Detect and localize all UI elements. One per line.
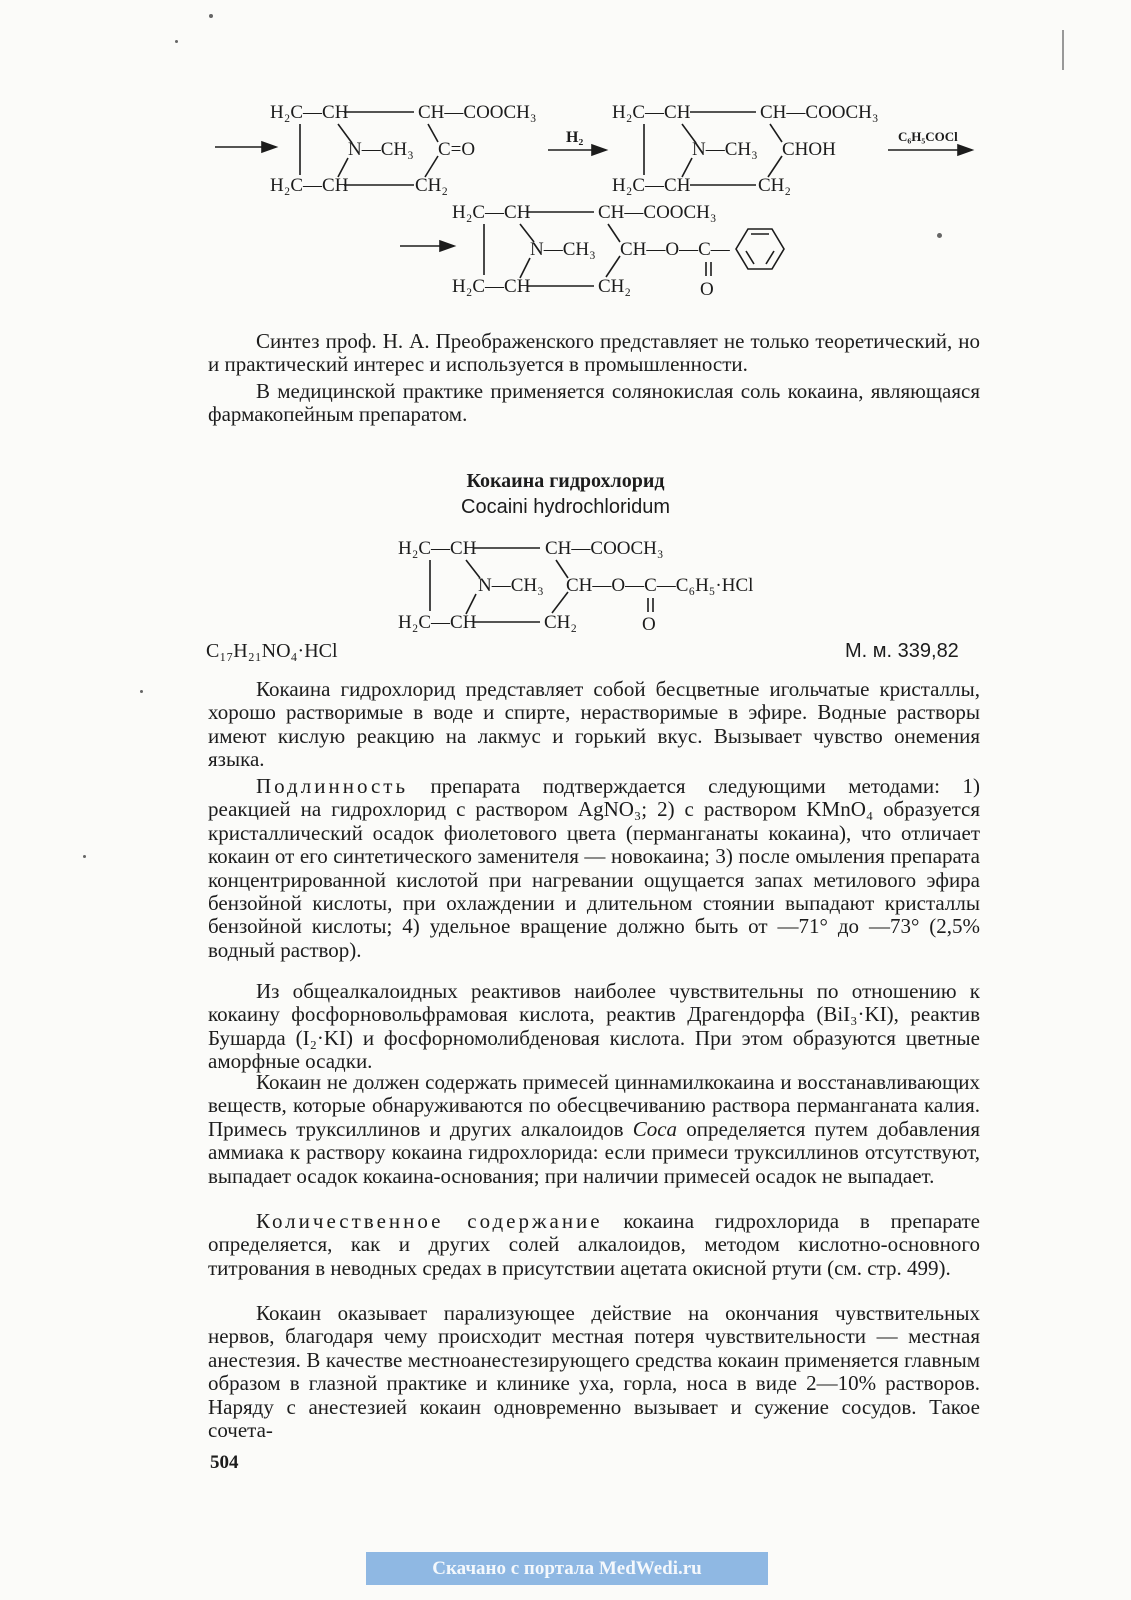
hcl-bottom-left: H₂C—CH [398, 612, 477, 633]
scan-speck [937, 233, 942, 238]
benzene-ring [736, 229, 784, 269]
mol1-bottom-left: H₂C—CH [270, 175, 349, 196]
mol1-top-right: CH—COOCH₃ [418, 102, 537, 123]
mol3-group: CH—O—C— [620, 239, 730, 260]
hcl-bottom-right: CH₂ [544, 612, 578, 633]
paragraph-synthesis: Синтез проф. Н. А. Преображенского представляет не только теоретический, но и практический интерес и используется в промышленности. [208, 329, 980, 377]
page-number: 504 [210, 1452, 239, 1473]
mol2-top-left: H₂C—CH [612, 102, 691, 123]
empirical-formula: C₁₇H₂₁NO₄·HCl [206, 640, 338, 662]
paragraph-reagents: Из общеалкалоидных реактивов наиболее чувствительны по отношению к кокаину фосфорновольфрамовая кислота, реактив Драгендорфа (BiI₃·KI), реактив Бушарда (I₂·KI) и фосфорномолибденовая кислота. При этом образуются цветные аморфные осадки. [208, 979, 980, 1074]
monograph-title-la: Cocaini hydrochloridum [461, 496, 670, 518]
identity-lead: Подлинность [256, 774, 409, 798]
impurities-text-a: Кокаин не должен содержать примесей циннамилкокаина и восстанавливающих веществ, которые обнаруживаются по обесцвечиванию раствора перманганата калия. Примесь труксиллинов и других алкалоидов [208, 1070, 980, 1141]
identity-text: препарата подтверждается следующими методами: 1) реакцией на гидрохлорид с раствором AgNO₃; 2) с раствором KMnO₄ образуется кристаллический осадок фиолетового цвета (перманганаты кокаина), что отличает кокаин от его синтетического заменителя — новокаина; 3) после омыления препарата концентрированной кислотой при нагревании ощущается запах метилового эфира бензойной кислоты, при охлаждении и длительном стоянии выпадают кристаллы бензойной кислоты; 4) удельное вращение должно быть от —71° до —73° (2,5% водный раствор). [208, 774, 980, 962]
reagent-h2: H₂ [566, 129, 584, 146]
impurities-text-b: определяется путем добавления аммиака к раствору кокаина гидрохлорида: если примеси труксиллинов отсутствуют, выпадает осадок кокаина-основания; при наличии примесей осадок не выпадает. [208, 1116, 981, 1188]
hcl-top-left: H₂C—CH [398, 538, 477, 559]
assay-text: кокаина гидрохлорида в препарате определяется, как и других солей алкалоидов, методом кислотно-основного титрования в неводных средах в присутствии ацетата окисной ртути (см. стр. 499). [208, 1209, 980, 1280]
hcl-nitrogen: N—CH₃ [478, 575, 544, 596]
mol2-group: CHOH [782, 139, 836, 160]
monograph-title-ru: Кокаина гидрохлорид [466, 470, 665, 492]
scan-speck [175, 40, 178, 43]
scan-speck [209, 14, 213, 18]
mol1-nitrogen: N—CH₃ [348, 139, 414, 160]
arrow-hydrogenation [548, 129, 606, 155]
scan-speck [83, 855, 86, 858]
mol3-top-left: H₂C—CH [452, 202, 531, 223]
hcl-carbonyl-o: O [642, 614, 656, 635]
paragraph-assay [208, 1210, 980, 1280]
paragraph-identity [208, 775, 980, 962]
assay-lead: Количественное содержание [256, 1209, 603, 1233]
molecule-ecgonine-ester [612, 102, 879, 196]
hcl-group: CH—O—C—C₆H₅·HCl [566, 575, 754, 596]
paragraph-action: Кокаин оказывает парализующее действие на окончания чувствительных нервов, благодаря чему происходит местная потеря чувствительности — местная анестезия. В качестве местноанестезирующего средства кокаин применяется главным образом в глазной практике и клинике уха, горла, носа в виде 2—10% растворов. Наряду с анестезией кокаин одновременно вызывает и сужение сосудов. Такое сочета- [208, 1301, 980, 1443]
mol3-bottom-left: H₂C—CH [452, 276, 531, 297]
paragraph-impurities [208, 1071, 980, 1188]
mol1-group: C=O [438, 139, 476, 160]
scan-edge [1062, 30, 1064, 70]
reagent-benzoyl-chloride: C₆H₅COCl [898, 129, 958, 144]
mol3-bottom-right: CH₂ [598, 276, 632, 297]
scan-speck [140, 690, 143, 693]
mol2-bottom-right: CH₂ [758, 175, 792, 196]
molar-mass: М. м. 339,82 [845, 640, 959, 662]
download-banner[interactable]: Скачано с портала MedWedi.ru [366, 1552, 768, 1585]
mol1-top-left: H₂C—CH [270, 102, 349, 123]
mol2-bottom-left: H₂C—CH [612, 175, 691, 196]
mol3-top-right: CH—COOCH₃ [598, 202, 717, 223]
mol2-top-right: CH—COOCH₃ [760, 102, 879, 123]
paragraph-medical-use: В медицинской практике применяется солянокислая соль кокаина, являющаяся фармакопейным препаратом. [208, 379, 980, 427]
structure-cocaine-hydrochloride [398, 538, 753, 635]
molecule-cocaine [400, 202, 784, 300]
mol2-nitrogen: N—CH₃ [692, 139, 758, 160]
impurities-coca: Coca [632, 1116, 678, 1141]
arrow-benzoylation [888, 129, 972, 155]
paragraph-description: Кокаина гидрохлорид представляет собой бесцветные игольчатые кристаллы, хорошо растворимые в воде и спирте, нерастворимые в эфире. Водные растворы имеют кислую реакцию на лакмус и горький вкус. Вызывает чувство онемения языка. [208, 677, 980, 772]
mol3-carbonyl-o: O [700, 279, 714, 300]
molecule-tropinone-ester [215, 102, 537, 196]
mol3-nitrogen: N—CH₃ [530, 239, 596, 260]
mol1-bottom-right: CH₂ [415, 175, 449, 196]
hcl-top-right: CH—COOCH₃ [545, 538, 664, 559]
